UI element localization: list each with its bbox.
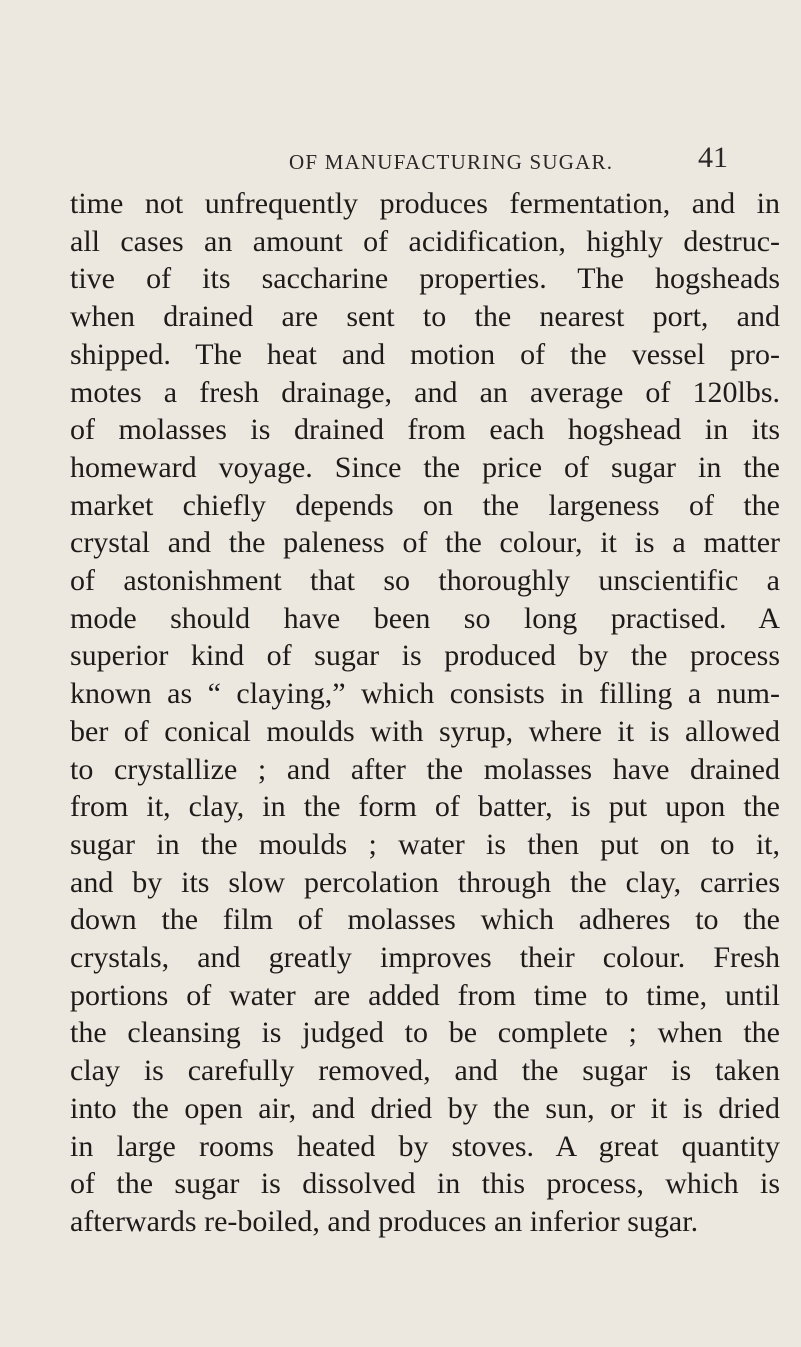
text-line: and by its slow percolation through the clay, carries bbox=[70, 865, 780, 899]
text-line: ber of conical moulds with syrup, where it is allowed bbox=[70, 714, 780, 748]
text-line: to crystallize ; and after the molasses have drained bbox=[70, 752, 780, 786]
text-line: the cleansing is judged to be complete ; when the bbox=[70, 1016, 780, 1050]
text-line: superior kind of sugar is produced by the process bbox=[70, 639, 780, 673]
text-line: time not unfrequently produces fermentation, and in bbox=[70, 187, 780, 220]
text-line: clay is carefully removed, and the sugar is taken bbox=[70, 1054, 780, 1088]
text-line: of astonishment that so thoroughly unscientific a bbox=[70, 564, 780, 598]
text-line: of molasses is drained from each hogshead in its bbox=[70, 413, 780, 447]
text-line: afterwards re-boiled, and produces an inferior sugar. bbox=[70, 1204, 699, 1238]
text-line: tive of its saccharine properties. The hogsheads bbox=[70, 262, 780, 296]
text-line: down the film of molasses which adheres to the bbox=[70, 903, 780, 937]
text-line: into the open air, and dried by the sun, or it is dried bbox=[70, 1091, 780, 1125]
text-line: from it, clay, in the form of batter, is put upon the bbox=[70, 790, 780, 824]
body-paragraph bbox=[70, 185, 780, 1241]
text-line: crystal and the paleness of the colour, it is a matter bbox=[70, 526, 780, 560]
text-line: when drained are sent to the nearest port, and bbox=[70, 300, 780, 334]
text-line: known as “ claying,” which consists in filling a num- bbox=[70, 677, 780, 711]
text-line: all cases an amount of acidification, highly destruc- bbox=[70, 224, 780, 258]
text-line: in large rooms heated by stoves. A great quantity bbox=[70, 1129, 780, 1163]
text-line: sugar in the moulds ; water is then put on to it, bbox=[70, 827, 780, 861]
text-line: portions of water are added from time to time, until bbox=[70, 978, 780, 1012]
text-line: homeward voyage. Since the price of sugar in the bbox=[70, 450, 780, 484]
text-line: motes a fresh drainage, and an average of 120lbs. bbox=[70, 375, 780, 409]
page-number: 41 bbox=[698, 141, 728, 174]
running-head: OF MANUFACTURING SUGAR. bbox=[289, 150, 614, 174]
text-line: of the sugar is dissolved in this process, which is bbox=[70, 1167, 780, 1201]
text-line: market chiefly depends on the largeness of the bbox=[70, 488, 780, 522]
text-line: crystals, and greatly improves their colour. Fresh bbox=[70, 941, 780, 975]
text-line: shipped. The heat and motion of the vessel pro- bbox=[70, 337, 780, 371]
text-line: mode should have been so long practised. A bbox=[70, 601, 780, 635]
